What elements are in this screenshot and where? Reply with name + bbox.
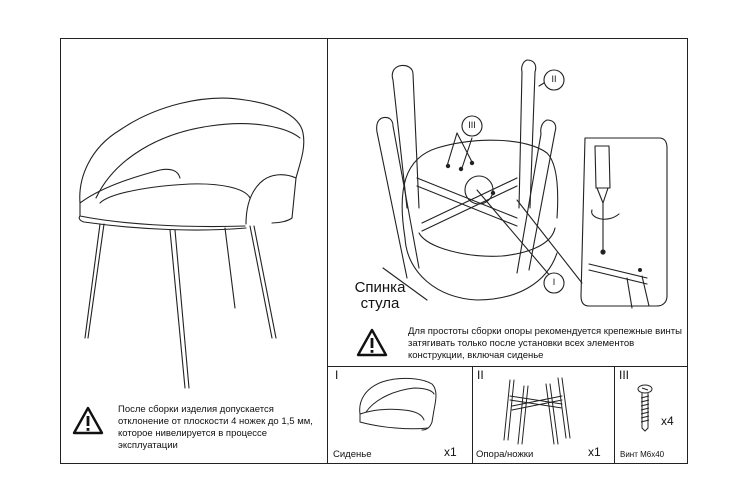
- backrest-callout-label: Спинка стула: [354, 279, 406, 312]
- chair-icon: [352, 376, 442, 438]
- callout-numeral-ii: II: [551, 74, 557, 84]
- parts-cell-divider: [614, 366, 615, 464]
- part-name-screw: Винт М6х40: [620, 450, 665, 459]
- assembled-chair-illustration: [60, 38, 327, 398]
- warning-triangle-icon: [356, 328, 388, 358]
- assembly-diagram: [327, 38, 688, 366]
- screw-icon: [636, 384, 656, 432]
- callout-numeral-iii: III: [468, 120, 476, 130]
- part-name-seat: Сиденье: [333, 449, 372, 460]
- left-warning-text: После сборки изделия допускается отклонение от плоскости 4 ножек до 1,5 мм, которое нивелируется в процессе эксплуатации: [118, 404, 313, 451]
- warning-triangle-icon: [72, 406, 104, 436]
- part-qty-screw: x4: [661, 414, 674, 428]
- parts-row-divider: [327, 366, 688, 367]
- right-warning-text: Для простоты сборки опоры рекомендуется крепежные винты затягивать только после установки всех элементов конструкции, включая сиденье: [408, 326, 682, 361]
- part-name-legs: Опора/ножки: [476, 449, 534, 460]
- part-numeral-i: I: [335, 368, 339, 382]
- part-numeral-iii: III: [619, 368, 630, 382]
- part-qty-seat: x1: [444, 445, 457, 459]
- parts-cell-divider: [472, 366, 473, 464]
- legs-frame-icon: [496, 374, 582, 448]
- callout-numeral-i: I: [552, 277, 556, 287]
- part-numeral-ii: II: [477, 368, 484, 382]
- part-qty-legs: x1: [588, 445, 601, 459]
